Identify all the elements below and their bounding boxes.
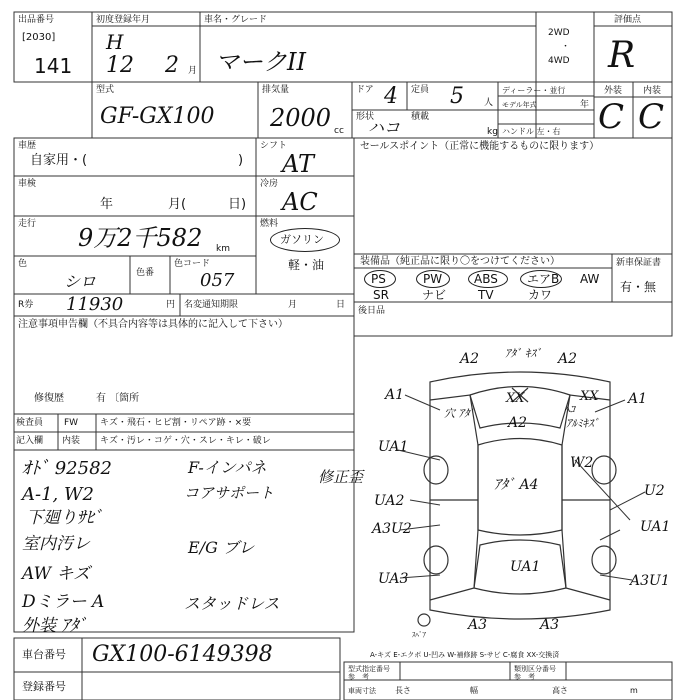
color-num-label: 色番: [136, 268, 155, 278]
shift-value: AT: [282, 150, 315, 178]
deadline-day: 日: [336, 300, 346, 310]
inspector-label: 検査員: [16, 418, 44, 428]
equip-airbag: エアB: [527, 272, 560, 286]
inspector-label2: 記入欄: [16, 436, 44, 446]
notes-label: 注意事項申告欄（不具合内容等は具体的に記入して下さい）: [18, 319, 288, 330]
recycle-value: 11930: [66, 294, 124, 315]
km-unit: km: [216, 244, 230, 254]
mark-u2: U2: [644, 483, 665, 499]
note-engine-vibration: E/G ブレ: [188, 538, 255, 557]
mark-spare: ｽﾍﾞｱ: [412, 631, 426, 639]
note-studless: スタッドレス: [184, 594, 280, 613]
shape-label: 形状: [356, 112, 375, 122]
ac-label: 冷房: [260, 179, 279, 189]
meter-unit: m: [630, 686, 638, 695]
month: 2: [165, 53, 179, 78]
insp-day: 日): [228, 197, 247, 212]
equip-airbag-circle: [520, 270, 562, 288]
chassis-label: 車台番号: [22, 648, 66, 661]
fuel-value: ガソリン: [280, 233, 324, 246]
month-unit: 月: [188, 66, 198, 76]
note-repair-distort: 修正歪: [318, 468, 364, 486]
fuel-label: 燃料: [260, 219, 279, 229]
note-underbody: 下廻りｻﾋﾞ: [26, 508, 103, 528]
recycle-label: R券: [18, 300, 34, 310]
mark-ua1-trunk: UA1: [510, 559, 541, 575]
equip-aw: AW: [580, 272, 600, 286]
capacity-value: 5: [450, 84, 464, 109]
shape-value: ハコ: [368, 118, 401, 137]
mark-a3u2: A3U2: [372, 521, 412, 537]
mark-scratch-front: ｱﾀﾞ ｷｽﾞ: [505, 347, 542, 360]
color-code-label: 色コード: [174, 259, 211, 269]
name-label: 車名・グレード: [204, 15, 268, 25]
grade-label: 評価点: [614, 15, 642, 25]
int-grade: C: [638, 97, 665, 137]
repair-label: 修復歴: [34, 393, 64, 404]
displacement-label: 排気量: [262, 85, 290, 95]
height-label: 高さ: [552, 686, 568, 695]
drive-4wd: 4WD: [548, 56, 570, 66]
mark-a2-roof: A2: [508, 415, 528, 431]
load-label: 積載: [411, 112, 430, 122]
mark-a3-rear-left: A3: [468, 617, 488, 633]
equip-ps-circle: [364, 270, 396, 288]
mark-xx-hood: XX: [506, 391, 525, 406]
equip-sr: SR: [373, 288, 389, 302]
int-label: 内装: [643, 86, 662, 96]
width-label: 幅: [470, 686, 478, 695]
inspector-legend-1: キズ・飛石・ヒビ割・リペア跡・×要: [100, 418, 252, 428]
equip-ps: PS: [371, 272, 386, 286]
inspection-label: 車検: [18, 179, 37, 189]
kg-unit: kg: [487, 127, 498, 137]
equip-tv: TV: [478, 288, 494, 302]
type-ref: 参 考: [348, 673, 369, 681]
equipment-label: 装備品（純正品に限り〇をつけてください）: [360, 256, 560, 267]
displacement-value: 2000: [270, 104, 332, 132]
first-reg-label: 初度登録年月: [96, 15, 151, 25]
note-odo: ｵﾄﾞ 92582: [22, 458, 112, 479]
doors-label: ドア: [356, 85, 374, 95]
lot-number: 141: [34, 54, 73, 78]
mark-w2: W2: [570, 455, 594, 471]
model-value: GF-GX100: [100, 104, 215, 129]
mark-a3u1: A3U1: [630, 573, 670, 589]
doors-value: 4: [384, 84, 398, 109]
reg-label: 登録番号: [22, 680, 66, 693]
capacity-label: 定員: [411, 85, 430, 95]
mark-xx-fender: XX: [580, 389, 599, 404]
note-door-mirror: Dミラー A: [22, 592, 105, 612]
note-exterior: 外装 ｱﾀﾞ: [22, 616, 87, 636]
person-unit: 人: [484, 98, 494, 108]
ac-value: AC: [282, 188, 318, 216]
mark-a1-left: A1: [385, 387, 405, 403]
equip-leather: カワ: [528, 288, 553, 302]
chassis-value: GX100-6149398: [92, 642, 273, 667]
deadline-month: 月: [288, 300, 298, 310]
model-label: 型式: [96, 85, 115, 95]
inspector-interior: 内装: [62, 436, 81, 446]
mark-alloy-scratch: ｱﾙﾐｷｽﾞ: [566, 417, 599, 430]
class-ref: 参 考: [514, 673, 535, 681]
aftermarket-label: 後日品: [358, 306, 386, 316]
mileage-label: 走行: [18, 219, 37, 229]
model-year-label: モデル年式: [502, 101, 537, 109]
color-value: シロ: [64, 272, 97, 291]
note-f-panel: F-インパネ: [188, 458, 267, 477]
history-close: ): [238, 153, 244, 168]
equip-abs-circle: [468, 270, 508, 288]
sales-point-label: セールスポイント（正常に機能するものに限ります）: [360, 141, 600, 152]
mark-a1-right: A1: [628, 391, 648, 407]
dealer-label: ディーラー・並行: [502, 86, 566, 95]
equip-pw-circle: [416, 270, 450, 288]
name-change-label: 名変通知期限: [184, 300, 239, 310]
grade-value: R: [608, 35, 636, 76]
history-label: 車歴: [18, 141, 37, 151]
lot-label: 出品番号: [18, 15, 55, 25]
equip-navi: ナビ: [422, 288, 447, 302]
note-a1-w2: A-1, W2: [22, 484, 94, 505]
warranty-label: 新車保証書: [616, 258, 662, 268]
history-value: 自家用・(: [30, 153, 88, 168]
ext-grade: C: [598, 97, 625, 137]
repair-value: 有 〔箇所: [96, 393, 140, 404]
model-year-unit: 年: [580, 100, 590, 110]
equip-pw: PW: [423, 272, 443, 286]
length-label: 長さ: [395, 686, 411, 695]
warranty-value: 有・無: [620, 280, 657, 294]
ext-label: 外装: [604, 86, 623, 96]
yen-unit: 円: [166, 300, 176, 310]
note-interior-dirt: 室内汚レ: [22, 534, 90, 554]
equip-abs: ABS: [474, 272, 498, 286]
note-core-support: コアサポート: [184, 484, 275, 502]
mark-a3-rear-right: A3: [540, 617, 560, 633]
car-size-label: 車両寸法: [348, 687, 376, 695]
mark-ua1-left: UA1: [378, 439, 409, 455]
color-code-value: 057: [200, 270, 235, 291]
lot-code: [2030]: [22, 32, 56, 43]
note-aw-scratch: AW キズ: [22, 564, 91, 584]
color-label: 色: [18, 259, 28, 269]
inspector-legend-2: キズ・汚レ・コゲ・穴・スレ・キレ・破レ: [100, 436, 271, 446]
mark-a4: ｱﾀﾞ A4: [494, 477, 539, 493]
inspector-fw: FW: [64, 418, 79, 428]
mark-a2-front-left: A2: [460, 351, 480, 367]
class-label: 類別区分番号: [514, 665, 556, 673]
mileage-value: 9万2千582: [78, 224, 203, 252]
mark-ua1-right: UA1: [640, 519, 671, 535]
fuel-alt: 軽・油: [288, 258, 325, 272]
mark-hole: 穴 ｱﾀﾞ: [444, 407, 475, 420]
insp-month: 月(: [168, 197, 187, 212]
year: 12: [106, 53, 134, 78]
cc-unit: cc: [334, 126, 344, 136]
car-name: マークII: [215, 48, 306, 76]
damage-legend: A-キズ E-エクボ U-凹み W-補修跡 S-サビ C-腐食 XX-交換済: [370, 651, 560, 659]
drive-dot: ・: [561, 42, 571, 52]
era: H: [106, 30, 124, 54]
mark-a2-front-right: A2: [558, 351, 578, 367]
mark-ua3: UA3: [378, 571, 409, 587]
mark-dent: ﾍｺ: [564, 403, 575, 416]
insp-year: 年: [100, 197, 114, 212]
type-label: 型式指定番号: [348, 665, 390, 673]
mark-ua2: UA2: [374, 493, 405, 509]
shift-label: シフト: [260, 141, 288, 151]
handle-label: ハンドル 左・右: [502, 127, 561, 136]
drive-2wd: 2WD: [548, 28, 570, 38]
